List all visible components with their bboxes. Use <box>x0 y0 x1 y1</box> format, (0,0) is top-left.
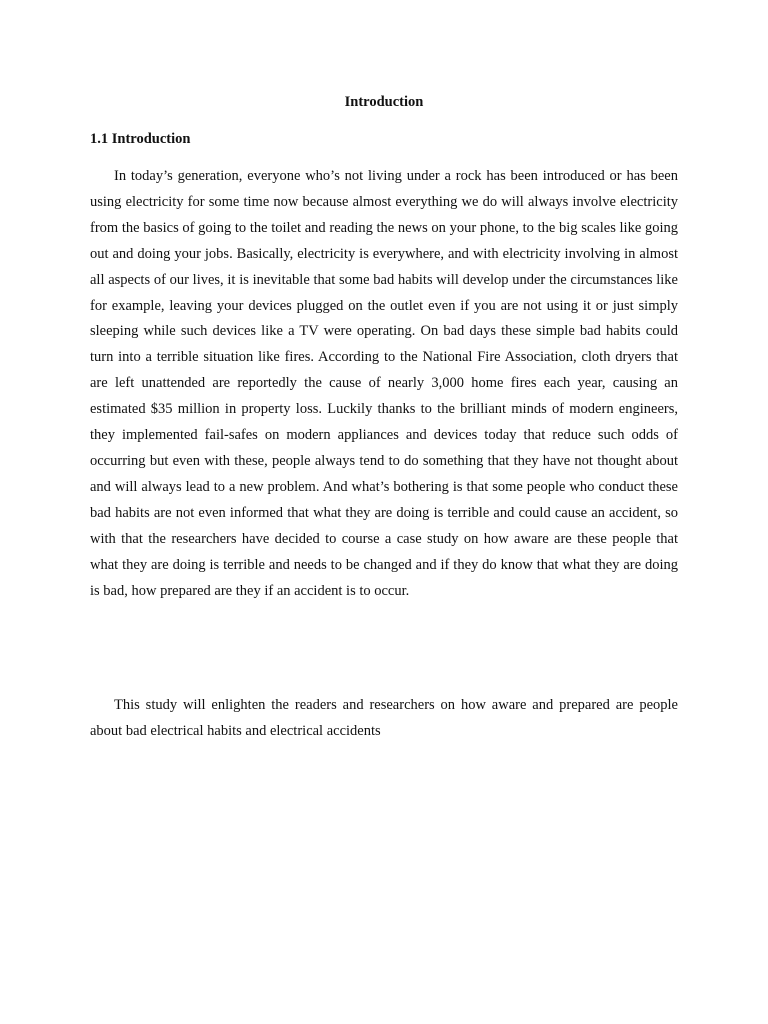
body-paragraph: In today’s generation, everyone who’s not living under a rock has been introduced or has been using electricity for some time now because almost everything we do will always involve electricity from the basics of going to the toilet and reading the news on your phone, to the big scales like going out and doing your jobs. Basically, electricity is everywhere, and with electricity involving in almost all aspects of our lives, it is inevitable that some bad habits will develop under the circumstances like for example, leaving your devices plugged on the outlet even if you are not using it or just simply sleeping while such devices like a TV were operating. On bad days these simple bad habits could turn into a terrible situation like fires. According to the National Fire Association, cloth dryers that are left unattended are reportedly the cause of nearly 3,000 home fires each year, causing an estimated $35 million in property loss. Luckily thanks to the brilliant minds of modern engineers, they implemented fail-safes on modern appliances and devices today that reduce such odds of occurring but even with these, people always tend to do something that they have not thought about and will always lead to a new problem. And what’s bothering is that some people who conduct these bad habits are not even informed that what they are doing is terrible and could cause an accident, so with that the researchers have decided to course a case study on how aware are these people that what they are doing is terrible and needs to be changed and if they do know that what they are doing is bad, how prepared are they if an accident is to occur. <box>90 168 678 599</box>
document-title: Introduction <box>344 94 424 110</box>
body-paragraph: This study will enlighten the readers and researchers on how aware and prepared are people about bad electrical habits and electrical accidents <box>90 697 678 739</box>
section-heading: 1.1 Introduction <box>90 131 191 147</box>
